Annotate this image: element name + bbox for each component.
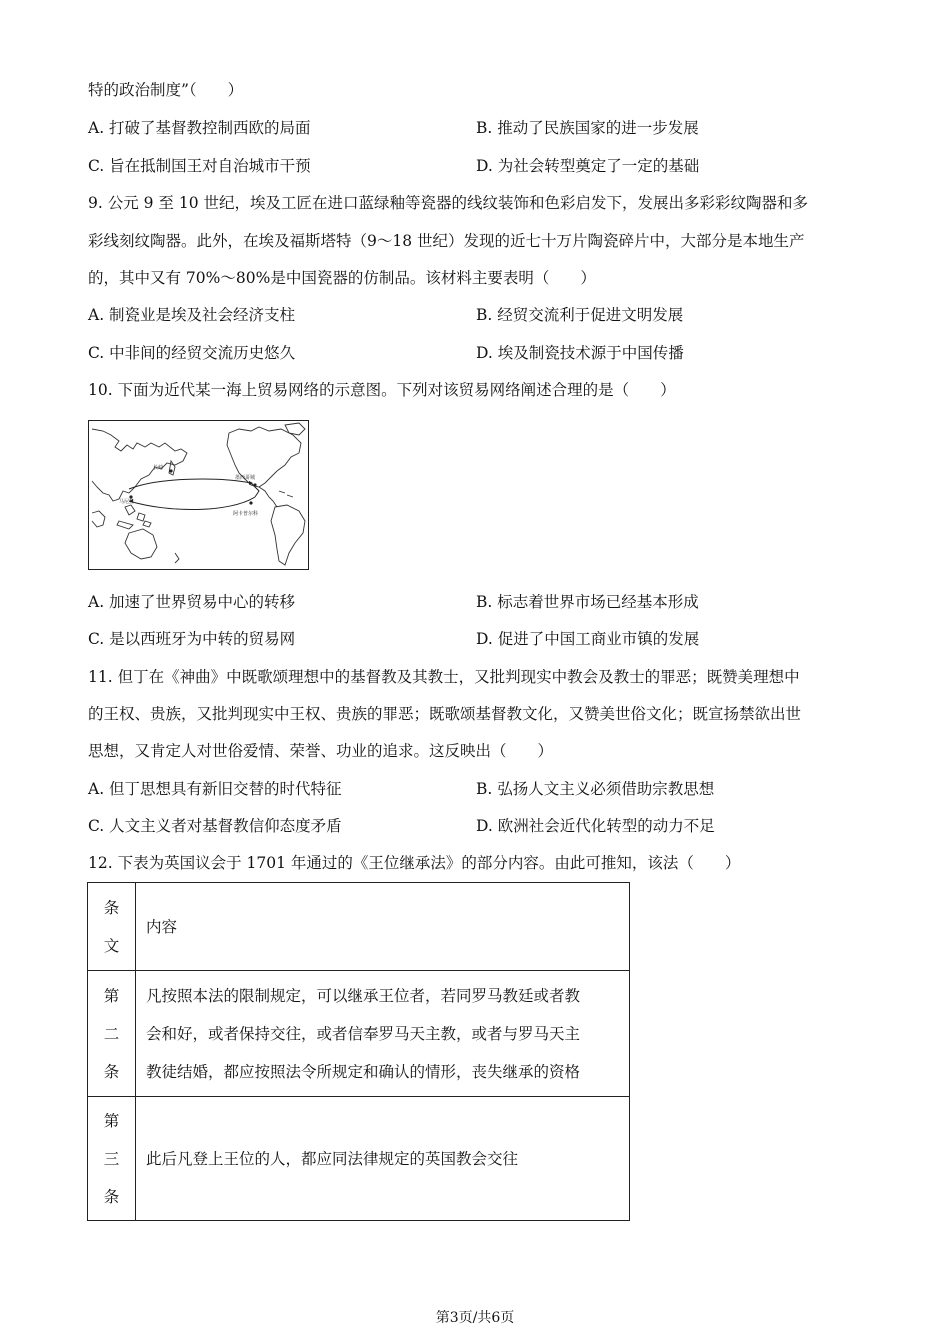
article-3-content <box>136 1097 630 1221</box>
south-america-landmass <box>271 505 305 565</box>
q9-stem-line1: 9. 公元 9 至 10 世纪，埃及工匠在进口蓝绿釉等瓷器的线纹装饰和色彩启发下，发展出多彩彩纹陶器和多 <box>88 194 809 212</box>
header-content-cell: 内容 <box>136 883 630 971</box>
q10-stem: 10. 下面为近代某一海上贸易网络的示意图。下列对该贸易网络阐述合理的是（ ） <box>88 381 676 399</box>
q10-option-d: D. 促进了中国工商业市镇的发展 <box>476 630 700 648</box>
article-2-content <box>136 971 630 1097</box>
q10-option-a: A. 加速了世界贸易中心的转移 <box>88 593 296 611</box>
succession-act-table <box>87 882 630 1221</box>
q8-option-d: D. 为社会转型奠定了一定的基础 <box>476 157 700 175</box>
q9-option-c: C. 中非间的经贸交流历史悠久 <box>88 344 296 362</box>
q8-stem-tail: 特的政治制度”（ ） <box>88 81 244 99</box>
label-mexico-city: 墨西哥城 <box>235 475 256 481</box>
q8-option-a: A. 打破了基督教控制西欧的局面 <box>88 119 311 137</box>
australia-landmass <box>125 529 157 559</box>
q9-option-b: B. 经贸交流利于促进文明发展 <box>476 306 684 324</box>
q11-stem-line1: 11. 但丁在《神曲》中既歌颂理想中的基督教及其教士，又批判现实中教会及教士的罪恶；既赞美理想中 <box>88 668 800 686</box>
route-outbound <box>129 479 251 489</box>
table-row <box>88 1097 630 1221</box>
greenland-landmass <box>285 423 305 435</box>
mexico-city-marker <box>253 483 256 486</box>
article-2-line: 会和好，或者保持交往，或者信奉罗马天主教，或者与罗马天主 <box>146 1024 581 1043</box>
q8-option-c: C. 旨在抵制国王对自治城市干预 <box>88 157 311 175</box>
header-article-cell <box>88 883 136 971</box>
article-3-line: 此后凡登上王位的人，都应同法律规定的英国教会交往 <box>146 1149 519 1168</box>
world-map-graphic <box>89 421 308 569</box>
article-number-char: 第 <box>103 986 120 1005</box>
article-number-char: 条 <box>103 1062 120 1081</box>
acapulco-marker <box>249 501 252 504</box>
new-zealand-landmass <box>175 553 179 563</box>
caribbean-islands <box>279 491 293 497</box>
india-landmass <box>92 511 105 527</box>
table-header-row <box>88 883 630 971</box>
trade-route-map <box>88 420 309 570</box>
label-acapulco: 阿卡普尔科 <box>233 511 259 517</box>
article-2-line: 教徒结婚，都应按照法令所规定和确认的情形，丧失继承的资格 <box>146 1062 581 1081</box>
q10-option-b: B. 标志着世界市场已经基本形成 <box>476 593 699 611</box>
q9-stem-line2: 彩线刻纹陶器。此外，在埃及福斯塔特（9～18 世纪）发现的近七十万片陶瓷碎片中，大部分是本地生产 <box>88 232 805 250</box>
southeast-asia-islands <box>117 505 151 529</box>
nagasaki-marker <box>169 469 172 472</box>
article-number-char: 条 <box>103 1187 120 1206</box>
page-footer: 第3页/共6页 <box>435 1310 515 1326</box>
article-number-char: 三 <box>103 1149 120 1168</box>
route-return <box>129 497 255 510</box>
central-america-landmass <box>259 487 277 507</box>
q9-option-d: D. 埃及制瓷技术源于中国传播 <box>476 344 684 362</box>
header-article-char: 条 <box>103 898 120 917</box>
article-number-char: 二 <box>103 1024 120 1043</box>
q12-stem: 12. 下表为英国议会于 1701 年通过的《王位继承法》的部分内容。由此可推知，该法（ ） <box>88 854 741 872</box>
label-manila: 马尼拉 <box>119 499 135 505</box>
article-2-line: 凡按照本法的限制规定，可以继承王位者，若同罗马教廷或者教 <box>146 986 581 1005</box>
article-2-number <box>88 971 136 1097</box>
q9-stem-line3: 的，其中又有 70%～80%是中国瓷器的仿制品。该材料主要表明（ ） <box>88 269 596 287</box>
label-nagasaki: 长崎 <box>153 465 164 471</box>
q8-option-b: B. 推动了民族国家的进一步发展 <box>476 119 699 137</box>
article-3-number <box>88 1097 136 1221</box>
q11-stem-line3: 思想，又肯定人对世俗爱情、荣誉、功业的追求。这反映出（ ） <box>88 742 554 760</box>
q11-option-d: D. 欧洲社会近代化转型的动力不足 <box>476 817 715 835</box>
q11-stem-line2: 的王权、贵族，又批判现实中王权、贵族的罪恶；既歌颂基督教文化，又赞美世俗文化；既宣扬禁欲出世 <box>88 705 802 723</box>
q10-option-c: C. 是以西班牙为中转的贸易网 <box>88 630 296 648</box>
article-number-char: 第 <box>103 1111 120 1130</box>
eurasia-landmass <box>92 429 187 501</box>
q11-option-a: A. 但丁思想具有新旧交替的时代特征 <box>88 780 342 798</box>
table-row <box>88 971 630 1097</box>
q11-option-b: B. 弘扬人文主义必须借助宗教思想 <box>476 780 715 798</box>
q9-option-a: A. 制瓷业是埃及社会经济支柱 <box>88 306 296 324</box>
header-article-char: 文 <box>103 936 120 955</box>
japan-landmass <box>169 461 175 475</box>
q11-option-c: C. 人文主义者对基督教信仰态度矛盾 <box>88 817 342 835</box>
